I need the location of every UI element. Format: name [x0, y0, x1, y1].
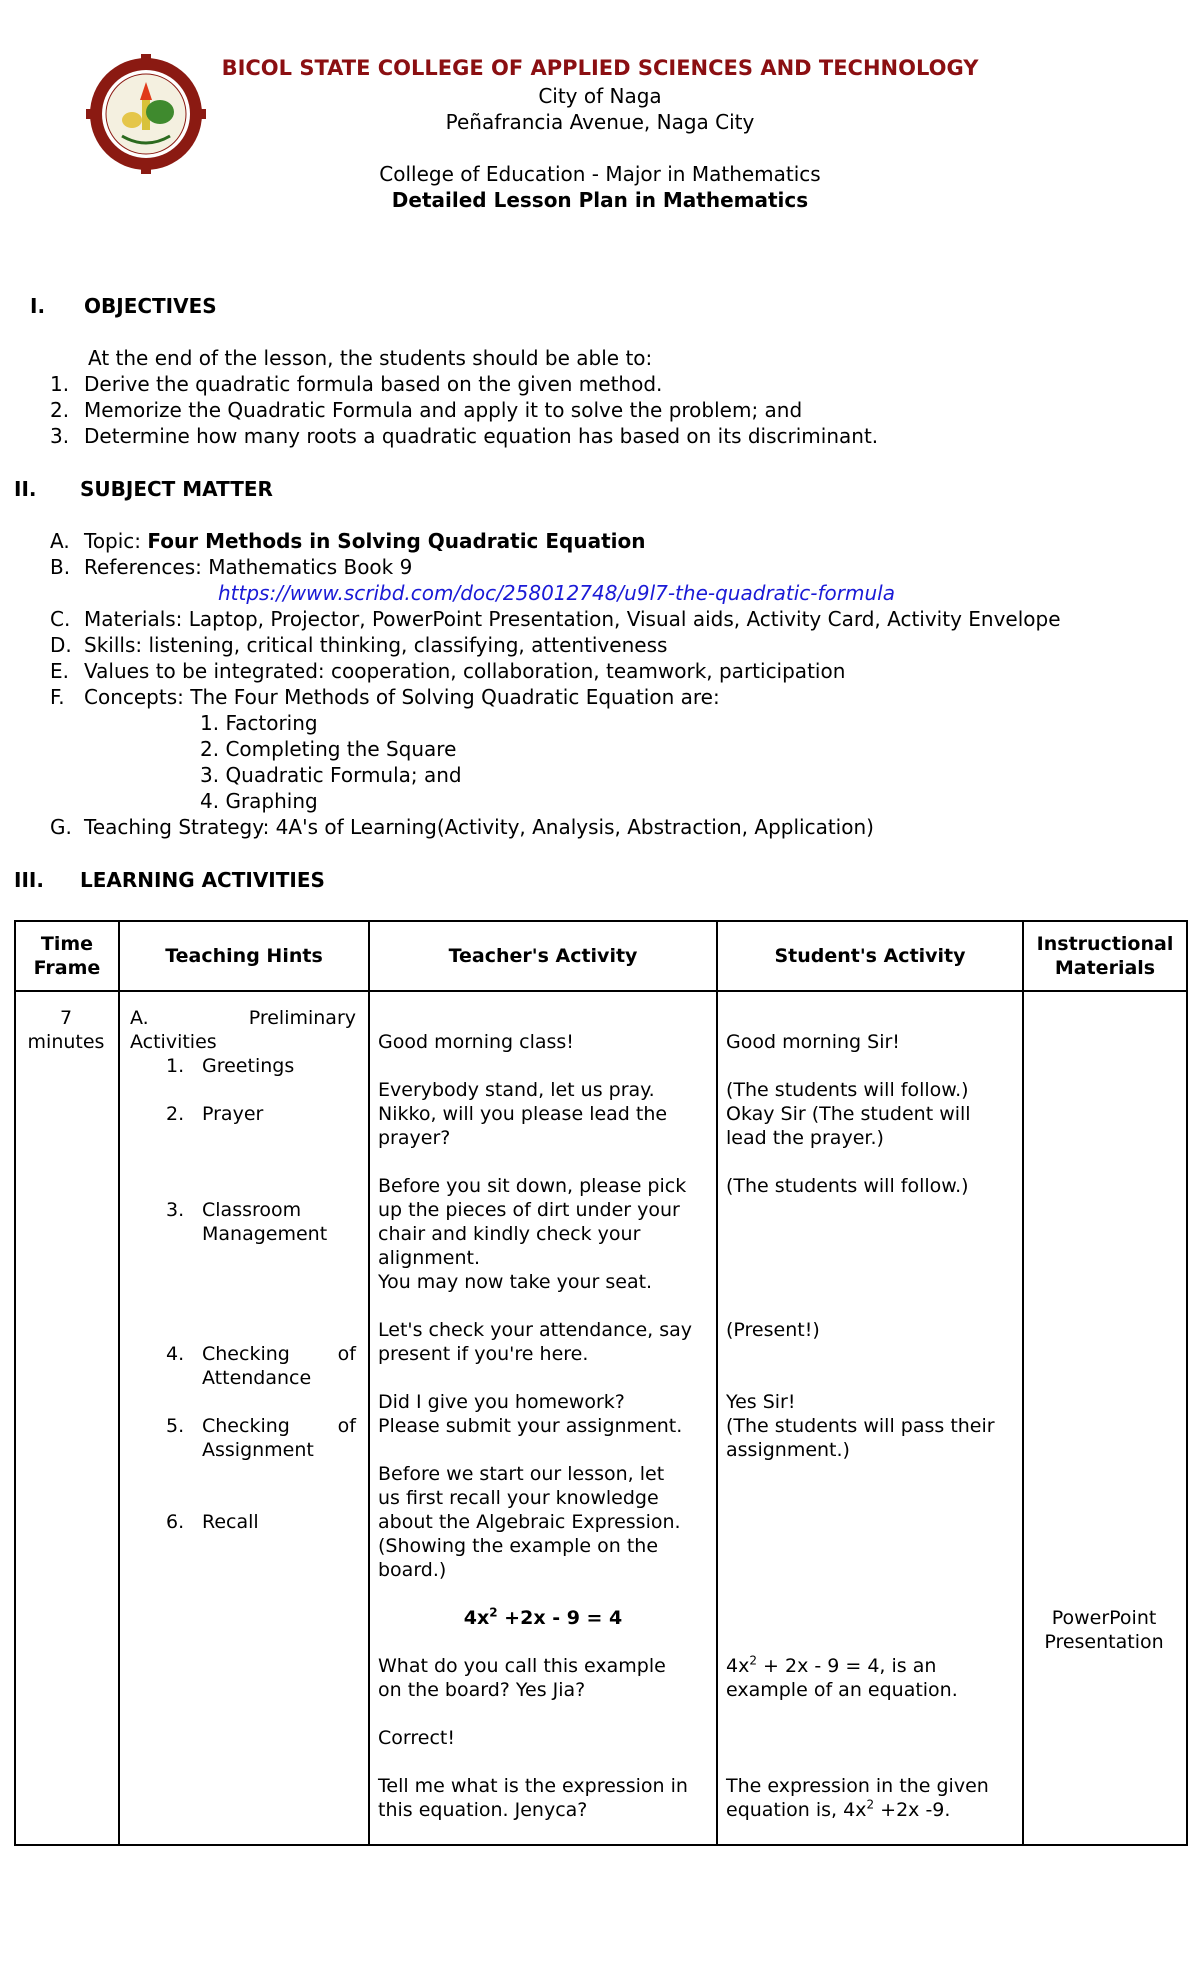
table-header-row [15, 921, 1187, 991]
student-line: (The students will follow.) [726, 1079, 969, 1101]
student-line: Okay Sir (The student will [726, 1103, 971, 1125]
teacher-line: chair and kindly check your [378, 1223, 641, 1245]
strategy-line: Teaching Strategy: 4A's of Learning(Activity, Analysis, Abstraction, Application) [84, 815, 874, 839]
teacher-line: about the Algebraic Expression. [378, 1511, 681, 1533]
learning-activities-table [14, 920, 1188, 1846]
column-header: Teaching Hints [119, 921, 369, 991]
document-title: Detailed Lesson Plan in Mathematics [391, 188, 809, 212]
address-line: Peñafrancia Avenue, Naga City [445, 110, 755, 134]
subject-letter: G. [50, 815, 72, 839]
teacher-line: up the pieces of dirt under your [378, 1199, 680, 1221]
instructional-materials-cell [1023, 991, 1187, 1845]
student-line: The expression in the given [726, 1775, 989, 1797]
student-line: Good morning Sir! [726, 1031, 900, 1053]
teacher-line: present if you're here. [378, 1343, 589, 1365]
material-line: Presentation [1044, 1631, 1164, 1653]
student-equation-line [726, 1654, 936, 1678]
hint-section-title-2: Activities [130, 1031, 217, 1053]
student-line: Yes Sir! [726, 1391, 796, 1413]
references-line: References: Mathematics Book 9 [84, 555, 413, 579]
student-activity-cell [717, 991, 1023, 1845]
teacher-line: us first recall your knowledge [378, 1487, 659, 1509]
eq-rest: +2x -9. [874, 1799, 951, 1821]
eq-term: 4x [726, 1655, 750, 1677]
student-line: (The students will follow.) [726, 1175, 969, 1197]
eq-exponent: 2 [749, 1653, 757, 1668]
school-name: BICOL STATE COLLEGE OF APPLIED SCIENCES AND TECHNOLOGY [221, 56, 979, 80]
concept-item: 1. Factoring [200, 711, 318, 735]
objective-item: Memorize the Quadratic Formula and apply it to solve the problem; and [84, 398, 803, 422]
concept-item: 2. Completing the Square [200, 737, 457, 761]
material-line: PowerPoint [1051, 1607, 1157, 1629]
column-header: Student's Activity [717, 921, 1023, 991]
teacher-line: (Showing the example on the [378, 1535, 659, 1557]
hint-num: 3. [166, 1199, 185, 1221]
objective-item: Derive the quadratic formula based on the given method. [84, 372, 663, 396]
hint-num: 4. [166, 1343, 185, 1365]
hint-num: 5. [166, 1415, 185, 1437]
teacher-line: Correct! [378, 1727, 455, 1749]
subject-letter: F. [50, 685, 65, 709]
topic-title: Four Methods in Solving Quadratic Equation [147, 529, 646, 553]
teacher-line: prayer? [378, 1127, 451, 1149]
teacher-line: Tell me what is the expression in [378, 1775, 688, 1797]
hint-label: Prayer [202, 1103, 264, 1125]
student-line: example of an equation. [726, 1679, 958, 1701]
concept-item: 4. Graphing [200, 789, 318, 813]
hint-label-2: Management [202, 1223, 328, 1245]
hint-num: 2. [166, 1103, 185, 1125]
hint-label-2: Attendance [202, 1367, 312, 1389]
objective-item: Determine how many roots a quadratic equation has based on its discriminant. [84, 424, 879, 448]
subject-letter: C. [50, 607, 71, 631]
values-line: Values to be integrated: cooperation, collaboration, teamwork, participation [84, 659, 846, 683]
teacher-line: board.) [378, 1559, 447, 1581]
eq-exponent: 2 [489, 1605, 498, 1620]
eq-rest: +2x - 9 = 4 [497, 1607, 623, 1629]
topic-label: Topic: [84, 529, 148, 553]
student-line: (The students will pass their [726, 1415, 995, 1437]
time-frame-cell [15, 991, 119, 1845]
time-value: 7 [59, 1007, 73, 1029]
teacher-line: Let's check your attendance, say [378, 1319, 693, 1341]
objectives-intro: At the end of the lesson, the students should be able to: [88, 346, 653, 370]
student-equation-line [726, 1798, 950, 1822]
eq-term: equation is, 4x [726, 1799, 867, 1821]
hint-label: Checking [202, 1415, 290, 1437]
hint-num: 1. [166, 1055, 185, 1077]
teacher-line: on the board? Yes Jia? [378, 1679, 586, 1701]
hint-label: Classroom [202, 1199, 302, 1221]
eq-exponent: 2 [866, 1797, 875, 1812]
hint-label-2: Assignment [202, 1439, 314, 1461]
materials-line: Materials: Laptop, Projector, PowerPoint Presentation, Visual aids, Activity Card, Activity Envelope [84, 607, 1061, 631]
concept-item: 3. Quadratic Formula; and [200, 763, 462, 787]
learning-heading: LEARNING ACTIVITIES [80, 868, 325, 892]
hint-of: of [337, 1415, 356, 1437]
teacher-line: Please submit your assignment. [378, 1415, 683, 1437]
teacher-line: Nikko, will you please lead the [378, 1103, 668, 1125]
objectives-num: I. [30, 294, 46, 318]
concepts-line: Concepts: The Four Methods of Solving Quadratic Equation are: [84, 685, 720, 709]
hint-of: of [337, 1343, 356, 1365]
subject-heading: SUBJECT MATTER [80, 477, 273, 501]
teacher-line: You may now take your seat. [378, 1271, 653, 1293]
subject-letter: E. [50, 659, 69, 683]
teacher-line: this equation. Jenyca? [378, 1799, 588, 1821]
hint-section-title: Preliminary [248, 1007, 356, 1029]
teaching-hints-cell [119, 991, 369, 1845]
student-line: lead the prayer.) [726, 1127, 884, 1149]
column-header: Teacher's Activity [369, 921, 717, 991]
time-unit: minutes [27, 1031, 105, 1053]
teacher-line: Good morning class! [378, 1031, 574, 1053]
objectives-heading: OBJECTIVES [84, 294, 217, 318]
eq-term: 4x [463, 1607, 490, 1629]
table-row [15, 991, 1187, 1845]
objective-num: 3. [50, 424, 70, 448]
subject-letter: A. [50, 529, 70, 553]
hint-label: Recall [202, 1511, 259, 1533]
hint-section-letter: A. [130, 1007, 149, 1029]
column-header: Time Frame [15, 921, 119, 991]
teacher-line: Before you sit down, please pick [378, 1175, 687, 1197]
teacher-line: Before we start our lesson, let [378, 1463, 665, 1485]
college-line: College of Education - Major in Mathematics [379, 162, 821, 186]
column-header: Instructional Materials [1023, 921, 1187, 991]
hint-label: Checking [202, 1343, 290, 1365]
eq-rest: + 2x - 9 = 4, is an [756, 1655, 937, 1677]
teacher-line: alignment. [378, 1247, 481, 1269]
reference-link[interactable]: https://www.scribd.com/doc/258012748/u9l7-the-quadratic-formula [218, 581, 895, 605]
hint-num: 6. [166, 1511, 185, 1533]
city-line: City of Naga [538, 84, 662, 108]
topic-line [84, 528, 645, 554]
student-line: (Present!) [726, 1319, 820, 1341]
subject-num: II. [14, 477, 37, 501]
subject-letter: B. [50, 555, 71, 579]
skills-line: Skills: listening, critical thinking, classifying, attentiveness [84, 633, 668, 657]
teacher-line: Everybody stand, let us pray. [378, 1079, 655, 1101]
teacher-line: Did I give you homework? [378, 1391, 625, 1413]
example-equation [370, 1606, 716, 1630]
teacher-line: What do you call this example [378, 1655, 666, 1677]
objective-num: 1. [50, 372, 70, 396]
objective-num: 2. [50, 398, 70, 422]
hint-label: Greetings [202, 1055, 295, 1077]
subject-letter: D. [50, 633, 72, 657]
learning-num: III. [14, 868, 44, 892]
teacher-activity-cell [369, 991, 717, 1845]
student-line: assignment.) [726, 1439, 850, 1461]
